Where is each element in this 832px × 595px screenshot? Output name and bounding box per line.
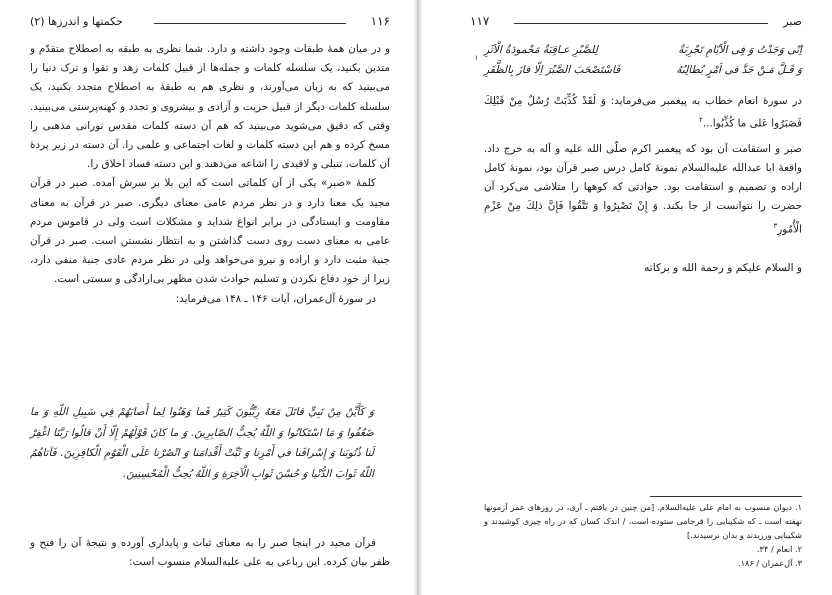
quran-verse: وَ كَأَيِّنْ مِنْ نَبِيٍّ قاتَلَ مَعَهُ رِبِّيُّونَ كَثِيرٌ فَما وَهَنُوا لِما أَصابَهُمْ فِي سَبِيلِ اللّهِ وَ ما ضَعُفُوا وَ مَا اسْتَكانُوا وَ اللّهُ يُحِبُّ الصّابِرِينَ. وَ ما كانَ قَوْلَهُمْ إِلّا أَنْ قالُوا رَبَّنَا اغْفِرْ لَنا ذُنُوبَنا وَ إِسْرافَنا في أَمْرِنا وَ ثَبِّتْ أَقْدامَنا وَ انْصُرْنا عَلَى الْقَوْمِ الْكافِرِينَ. فَآتاهُمُ اللّهُ ثَوابَ الدُّنْيا وَ حُسْنَ ثَوابِ الْآخِرَةِ وَ اللّهُ يُحِبُّ الْمُحْسِنِينَ. bbox=[30, 406, 374, 480]
page-number: ۱۱۶ bbox=[370, 14, 390, 28]
paragraph bbox=[484, 92, 802, 134]
arabic-couplet bbox=[474, 40, 802, 84]
left-body-text-bottom bbox=[30, 534, 390, 572]
paragraph bbox=[484, 140, 802, 239]
left-page-header bbox=[30, 14, 390, 32]
running-title: صبر bbox=[783, 15, 802, 28]
right-body-text bbox=[484, 92, 802, 239]
right-page bbox=[422, 0, 832, 595]
couplet-hemistich: فَاسْتَصْحَبَ الصَّبْرَ اِلّا فازَ بِالظَّفَرِ bbox=[484, 64, 621, 76]
footnote-separator bbox=[650, 496, 802, 497]
header-rule bbox=[154, 23, 346, 24]
header-rule bbox=[514, 23, 768, 24]
footnote: ۲. انعام / ۳۴. bbox=[756, 544, 802, 554]
left-page bbox=[0, 0, 414, 595]
left-body-text bbox=[30, 40, 390, 309]
footnote-mark: ۱ bbox=[474, 54, 478, 62]
paragraph-text: در سورهٔ انعام خطاب به پیغمبر می‌فرماید: وَ لَقَدْ كُذِّبَتْ رُسُلٌ مِنْ قَبْلِكَ فَصَبَرُوا عَلى ما كُذِّبُوا... bbox=[484, 95, 802, 130]
paragraph: قرآن مجید در اینجا صبر را به معنای ثبات و پایداری آورده و نتیجهٔ آن را فتح و ظفر بیان کرده. این رباعی به علی علیه‌السلام منسوب است: bbox=[30, 537, 390, 569]
book-gutter bbox=[414, 0, 422, 595]
footnote-mark: ۳ bbox=[773, 221, 778, 230]
footnote-mark: ۲ bbox=[699, 116, 703, 125]
paragraph: در سورهٔ آل‌عمران، آیات ۱۴۶ ـ ۱۴۸ می‌فرماید: bbox=[175, 292, 376, 305]
paragraph-text: صبر و استقامت آن بود که پیغمبر اکرم صلّی الله علیه و آله به خرج داد. واقعهٔ ابا عبدالله علیه‌السلام نمونهٔ کامل درس صبر قرآن بود، نمونهٔ کامل اراده و تصمیم و استقامت بود. حوادثی که کوهها را متلاشی می‌کرد آن حضرت را نتوانست از جا بکند. وَ إِنْ تَصْبِرُوا وَ تَتَّقُوا فَإِنَّ ذلِكَ مِنْ عَزْمِ الْأُمُورِ bbox=[484, 142, 802, 236]
couplet-hemistich: وَ قَـلَّ مَـنْ جَدَّ فی اَمْرٍ یُطالِبُهُ bbox=[676, 64, 802, 76]
footnote: ۱. دیوان منسوب به امام علی علیه‌السلام. [من چنین در یافتم ـ آری، در روزهای عمر آزمونها نهفته است ـ که شکیبایی را فرجامی ستوده است، / اندک کسان که در راه چیزی کوشیدند و شکیبایی ورزیدند و بدان نرسیدند.] bbox=[484, 502, 802, 540]
paragraph: و در میان همهٔ طبقات وجود داشته و دارد. شما نظری به طبقه به اصطلاح متقدّم و متدین بکنید، یک سلسله کلمات و جمله‌ها از قبیل کلمات زهد و تقوا و ترک دنیا را می‌بینید که به زبان می‌آورند، و نظری هم به طبقهٔ به اصطلاح متجدد بکنید، یک سلسله کلمات دیگر از قبیل حریت و آزادی و بیشروی و تجدد و کهنه‌پرستی می‌بینید. وقتی که دقیق می‌شوید می‌بینید که هم آن دسته کلمات مقدس نورانی مذهبی را مسخ کرده و هم این دسته کلمات و لغات اجتماعی و علمی را. آن دسته در زیر پردهٔ آن کلمات، تنبلی و لاقیدی را اشاعه می‌دهند و این دسته فساد اخلاق را. bbox=[30, 43, 390, 171]
right-page-header bbox=[470, 14, 802, 32]
couplet-hemistich: لِلصَّبْرِ عـاقِبَةٌ مَحْمودَةُ الْاَثَرِ bbox=[484, 44, 598, 56]
page-number: ۱۱۷ bbox=[470, 14, 490, 28]
couplet-hemistich: اِنّی وَجَدْتُ وَ فِی الْاَیّامِ تَجْرِبَةٌ bbox=[678, 44, 802, 56]
running-title: حکمتها و اندرزها (۲) bbox=[30, 15, 123, 28]
paragraph: کلمهٔ «صبر» یکی از آن کلماتی است که این بلا بر سرش آمده. صبر در قرآن مجید یک معنا دارد و در نظر مردم عامی معنای دیگری. صبر در قرآن به معنای مقاومت و ایستادگی در برابر انواع شداید و مشکلات است ولی در قاموس مردم عامی به معنای دست روی دست گذاشتن و به انتظار نشستن است. صبر در قرآن جنبهٔ مثبت دارد و اراده و نیرو می‌خواهد ولی در نظر مردم عادی جنبهٔ منفی دارد، زیرا از خود دفاع نکردن و تسلیم حوادث شدن مظهر بی‌ارادگی و سستی است. bbox=[30, 177, 390, 286]
footnote: ۳. آل‌عمران / ۱۸۶. bbox=[737, 558, 802, 568]
footnotes bbox=[484, 500, 802, 570]
closing-salutation: و السلام علیکم و رحمة الله و برکاته bbox=[644, 262, 802, 274]
